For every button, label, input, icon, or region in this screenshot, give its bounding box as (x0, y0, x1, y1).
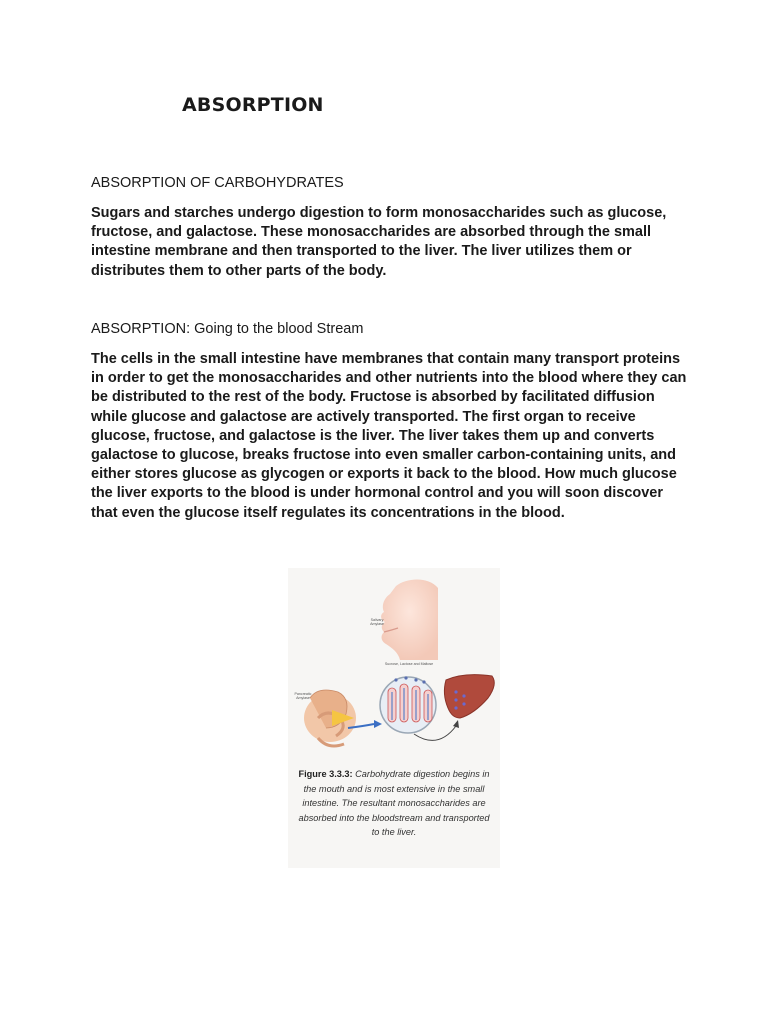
section-body-blood-stream: The cells in the small intestine have membranes that contain many transport proteins in order to get the monosaccharides and other nutrients into the blood where they can be distributed to the rest of the body. Fructose is absorbed by facilitated diffusion while glucose and galactose are actively transported. The first organ to receive glucose, fructose, and galactose is the liver. The liver takes them up and converts galactose to glucose, breaks fructose into even smaller carbon-containing units, and either stores glucose as glycogen or exports it back to the blood. How much glucose the liver exports to the blood is under hormonal control and you will soon discover that even the glucose itself regulates its concentrations in the blood. (91, 351, 687, 521)
figure-caption-label: Figure 3.3.3: (298, 769, 353, 779)
section-heading-carbohydrates: ABSORPTION OF CARBOHYDRATES (91, 175, 344, 191)
villi-magnified-icon (380, 676, 436, 733)
figure-caption-text: Carbohydrate digestion begins in the mouth and is most extensive in the small intestine. The resultant monosaccharides are absorbed into the bloodstream and transported to the liver. (298, 769, 490, 837)
pancreatic-label: Pancreatic Amylase (294, 692, 312, 700)
sugars-label: Sucrose, Lactose and Maltose (384, 662, 434, 666)
digestion-figure (288, 568, 500, 868)
document-title: ABSORPTION (182, 94, 324, 116)
salivary-label: Salivary Amylase (370, 618, 384, 626)
liver-icon (444, 675, 494, 718)
section-body-carbohydrates: Sugars and starches undergo digestion to form monosaccharides such as glucose, fructose, and galactose. These monosaccharides are absorbed through the small intestine membrane and then transported to the liver. The liver utilizes them or distributes them to other parts of the body. (91, 205, 667, 279)
figure-caption (294, 767, 494, 840)
head-profile-icon (381, 580, 438, 661)
digestion-illustration (288, 568, 500, 768)
section-heading-blood-stream: ABSORPTION: Going to the blood Stream (91, 321, 364, 337)
